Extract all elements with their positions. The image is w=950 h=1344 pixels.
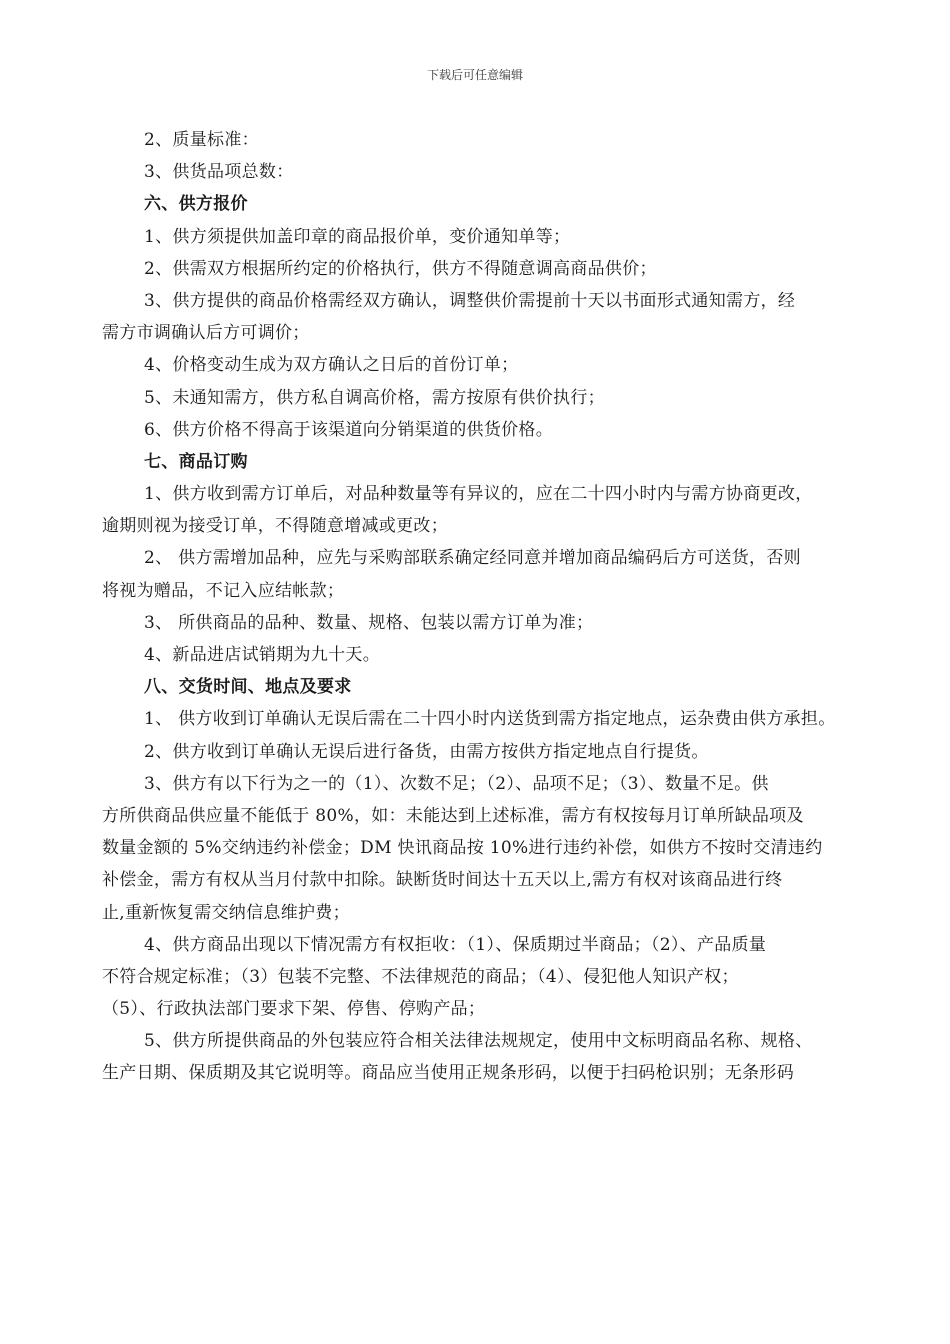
paragraph-line: （5）、行政执法部门要求下架、停售、停购产品； xyxy=(102,999,486,1020)
paragraph-line: 止,重新恢复需交纳信息维护费； xyxy=(102,902,350,923)
paragraph-line: 将视为赠品，不记入应结帐款； xyxy=(102,580,345,601)
section-heading: 八、交货时间、地点及要求 xyxy=(144,677,352,698)
paragraph-line: 补偿金，需方有权从当月付款中扣除。缺断货时间达十五天以上,需方有权对该商品进行终 xyxy=(102,870,783,891)
section-heading: 七、商品订购 xyxy=(144,451,248,472)
paragraph-line: 2、质量标准： xyxy=(144,130,259,150)
paragraph-line: 3、供方提供的商品价格需经双方确认，调整供价需提前十天以书面形式通知需方，经 xyxy=(144,290,796,311)
paragraph-line: 不符合规定标准；（3）包装不完整、不法律规范的商品；（4）、侵犯他人知识产权； xyxy=(102,966,739,987)
paragraph-line: 2、供方收到订单确认无误后进行备货，由需方按供方指定地点自行提货。 xyxy=(144,741,709,762)
paragraph-line: 1、供方须提供加盖印章的商品报价单，变价通知单等； xyxy=(144,226,571,247)
paragraph-line: 需方市调确认后方可调价； xyxy=(102,323,310,344)
paragraph-line: 数量金额的 5%交纳违约补偿金；DM 快讯商品按 10%进行违约补偿，如供方不按时交清违约 xyxy=(102,838,823,859)
paragraph-line: 1、 供方收到订单确认无误后需在二十四小时内送货到需方指定地点，运杂费由供方承担。 xyxy=(144,709,836,730)
paragraph-line: 3、 所供商品的品种、数量、规格、包装以需方订单为准； xyxy=(144,612,594,633)
paragraph-line: 3、供货品项总数： xyxy=(144,162,294,183)
paragraph-line: 3、供方有以下行为之一的（1）、次数不足；（2）、品项不足；（3）、数量不足。供 xyxy=(144,773,769,794)
paragraph-line: 4、价格变动生成为双方确认之日后的首份订单； xyxy=(144,355,519,376)
paragraph-line: 逾期则视为接受订单，不得随意增减或更改； xyxy=(102,516,448,537)
paragraph-line: 生产日期、保质期及其它说明等。商品应当使用正规条形码，以便于扫码枪识别；无条形码 xyxy=(102,1063,794,1084)
paragraph-line: 2、供需双方根据所约定的价格执行，供方不得随意调高商品供价； xyxy=(144,258,657,279)
paragraph-line: 6、供方价格不得高于该渠道向分销渠道的供货价格。 xyxy=(144,419,554,440)
page-header: 下载后可任意编辑 xyxy=(426,68,523,82)
paragraph-line: 4、供方商品出现以下情况需方有权拒收：（1）、保质期过半商品；（2）、产品质量 xyxy=(144,934,767,955)
paragraph-line: 1、供方收到需方订单后，对品种数量等有异议的，应在二十四小时内与需方协商更改， xyxy=(144,484,813,505)
paragraph-line: 2、 供方需增加品种，应先与采购部联系确定经同意并增加商品编码后方可送货，否则 xyxy=(144,548,801,569)
section-heading: 六、供方报价 xyxy=(144,194,248,215)
paragraph-line: 4、新品进店试销期为九十天。 xyxy=(144,645,381,665)
document-body xyxy=(102,124,902,1090)
paragraph-line: 方所供商品供应量不能低于 80%，如：未能达到上述标准，需方有权按每月订单所缺品项及 xyxy=(102,805,804,826)
paragraph-line: 5、未通知需方，供方私自调高价格，需方按原有供价执行； xyxy=(144,387,605,408)
paragraph-line: 5、供方所提供商品的外包装应符合相关法律法规规定，使用中文标明商品名称、规格、 xyxy=(144,1031,813,1052)
